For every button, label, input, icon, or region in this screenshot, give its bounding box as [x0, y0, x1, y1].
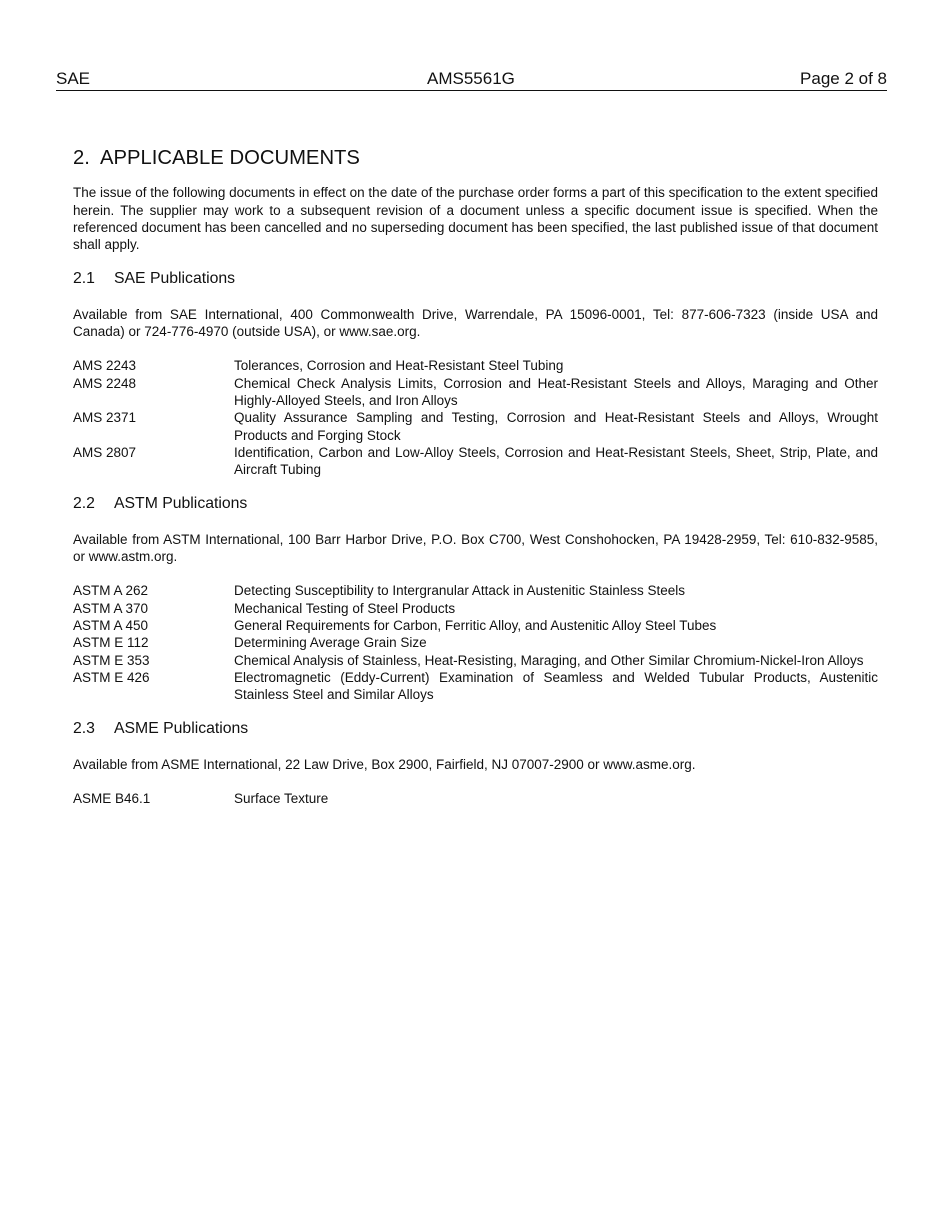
reference-title: Chemical Analysis of Stainless, Heat-Resisting, Maraging, and Other Similar Chromium-Nickel-Iron Alloys: [234, 652, 864, 668]
reference-code: ASTM E 112: [73, 635, 149, 651]
subsection-title: ASME Publications: [114, 720, 249, 738]
subsection-number: 2.1: [73, 270, 95, 288]
reference-code: AMS 2371: [73, 410, 137, 426]
reference-title: Surface Texture: [234, 791, 329, 807]
section-number: 2.: [73, 147, 90, 169]
reference-row: [73, 409, 878, 444]
reference-row: [73, 375, 878, 410]
reference-code: ASME B46.1: [73, 791, 151, 807]
subsection-number: 2.3: [73, 720, 95, 738]
section-title: APPLICABLE DOCUMENTS: [100, 147, 360, 169]
page-content: [73, 147, 878, 807]
reference-code: ASTM E 426: [73, 669, 150, 685]
reference-title: Identification, Carbon and Low-Alloy Steels, Corrosion and Heat-Resistant Steels, Sheet, Strip, Plate, and Aircraft Tubing: [234, 444, 878, 478]
reference-title: Electromagnetic (Eddy-Current) Examination of Seamless and Welded Tubular Products, Austenitic Stainless Steel and Similar Alloys: [234, 669, 878, 703]
reference-code: ASTM A 262: [73, 583, 149, 599]
reference-row: [73, 790, 878, 807]
sae-availability: Available from SAE International, 400 Commonwealth Drive, Warrendale, PA 15096-0001, Tel: 877-606-7323 (inside USA and Canada) or 724-776-4970 (outside USA), or www.sae.org.: [73, 306, 878, 340]
header-page-number: Page 2 of 8: [800, 69, 887, 88]
page-header: [56, 68, 887, 91]
asme-reference-list: [73, 790, 878, 807]
reference-row: [73, 444, 878, 479]
reference-code: ASTM E 353: [73, 652, 150, 668]
reference-title: Detecting Susceptibility to Intergranular Attack in Austenitic Stainless Steels: [234, 583, 685, 599]
sae-reference-list: [73, 357, 878, 478]
reference-code: AMS 2248: [73, 375, 137, 391]
reference-title: General Requirements for Carbon, Ferritic Alloy, and Austenitic Alloy Steel Tubes: [234, 617, 717, 633]
header-spec-number: AMS5561G: [427, 69, 515, 88]
reference-row: [73, 669, 878, 704]
subsection-number: 2.2: [73, 495, 95, 513]
subsection-heading-asme: [73, 720, 878, 737]
header-organization: SAE: [56, 69, 91, 88]
section-heading-applicable-documents: [73, 147, 878, 169]
reference-code: AMS 2807: [73, 444, 137, 460]
subsection-title: SAE Publications: [114, 270, 236, 288]
subsection-heading-sae: [73, 270, 878, 287]
reference-title: Quality Assurance Sampling and Testing, Corrosion and Heat-Resistant Steels and Alloys, Wrought Products and Forging Stock: [234, 410, 878, 443]
subsection-title: ASTM Publications: [114, 495, 248, 513]
reference-title: Tolerances, Corrosion and Heat-Resistant Steel Tubing: [234, 358, 564, 374]
reference-title: Mechanical Testing of Steel Products: [234, 600, 456, 616]
reference-title: Chemical Check Analysis Limits, Corrosion and Heat-Resistant Steels and Alloys, Maraging and Other Highly-Alloyed Steels, and Iron Alloys: [234, 375, 878, 408]
reference-code: AMS 2243: [73, 358, 137, 374]
reference-code: ASTM A 370: [73, 600, 149, 616]
subsection-heading-astm: [73, 495, 878, 512]
reference-row: [73, 652, 878, 669]
reference-row: [73, 617, 878, 634]
astm-availability: Available from ASTM International, 100 Barr Harbor Drive, P.O. Box C700, West Conshohocken, PA 19428-2959, Tel: 610-832-9585, or www.astm.org.: [73, 531, 878, 565]
asme-availability: Available from ASME International, 22 Law Drive, Box 2900, Fairfield, NJ 07007-2900 or www.asme.org.: [73, 756, 696, 772]
reference-row: [73, 582, 878, 599]
reference-row: [73, 357, 878, 374]
section-intro-paragraph: The issue of the following documents in effect on the date of the purchase order forms a part of this specification to the extent specified herein. The supplier may work to a subsequent revision of a document unless a specific document issue is specified. When the referenced document has been cancelled and no superseding document has been specified, the last published issue of that document shall apply.: [73, 185, 878, 253]
astm-reference-list: [73, 582, 878, 703]
reference-code: ASTM A 450: [73, 617, 149, 633]
reference-row: [73, 600, 878, 617]
reference-row: [73, 634, 878, 651]
reference-title: Determining Average Grain Size: [234, 635, 427, 651]
